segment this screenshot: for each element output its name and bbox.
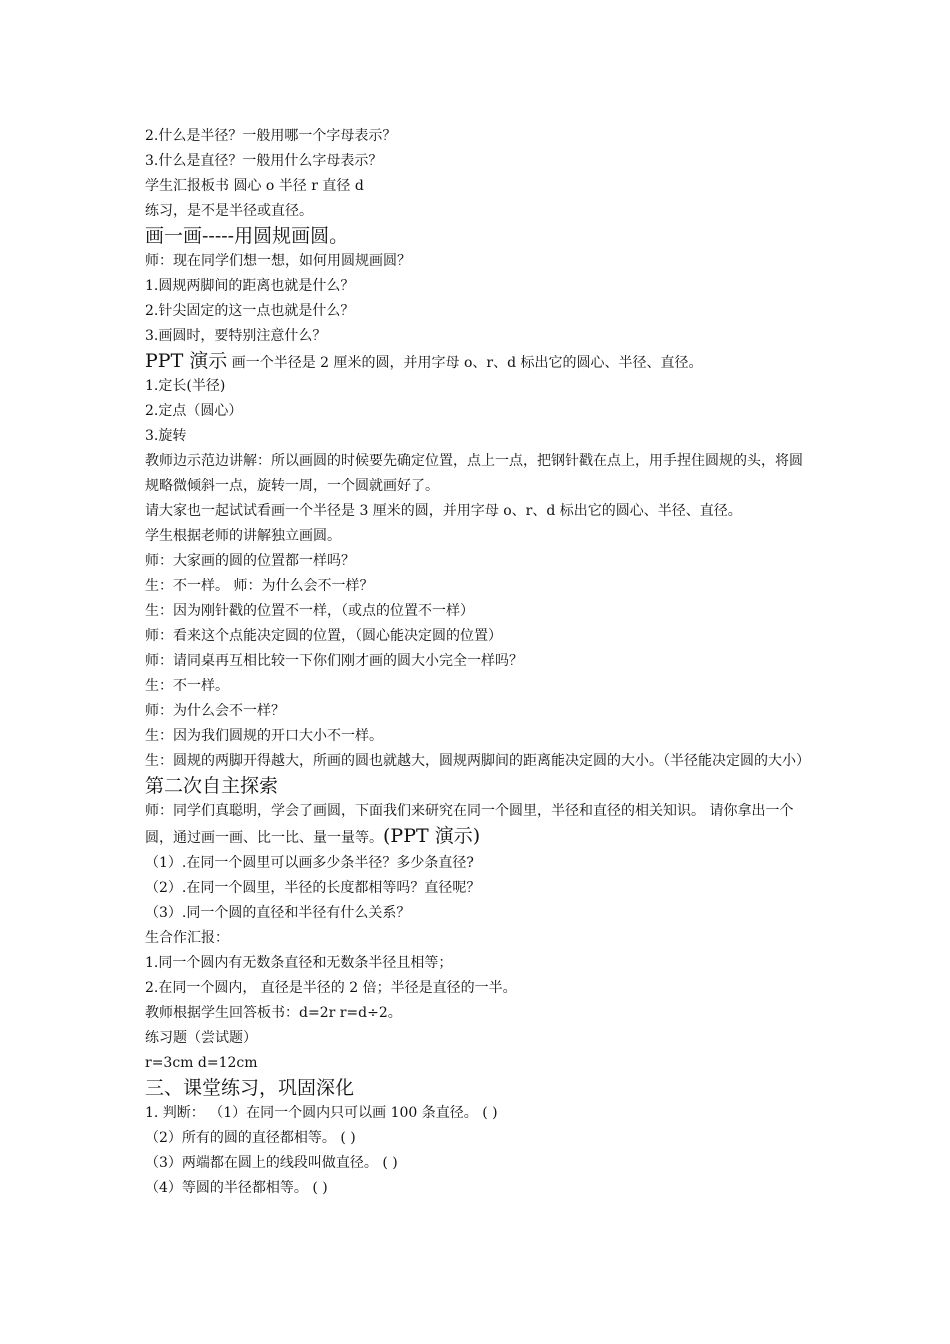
student-drawing: 学生根据老师的讲解独立画圆。: [145, 528, 341, 544]
dialogue-2: 生：不一样。 师：为什么会不一样？: [145, 578, 374, 594]
dialogue-5: 师：请同桌再互相比较一下你们刚才画的圆大小完全一样吗？: [145, 653, 523, 669]
explore-text: 师：同学们真聪明，学会了画圆，下面我们来研究在同一个圆里，半径和直径的相关知识。 请你拿出一个圆，通过画一画、比一比、量一量等。: [145, 803, 794, 846]
teacher-demo-paragraph: 教师边示范边讲解：所以画圆的时候要先确定位置，点上一点，把钢针戳在点上，用手捏住圆规的头，将圆规略微倾斜一点，旋转一周，一个圆就画好了。: [145, 453, 803, 494]
explore-question-3: （3）.同一个圆的直径和半径有什么关系？: [145, 905, 411, 921]
dialogue-7: 师：为什么会不一样？: [145, 703, 285, 719]
question-3: 3.画圆时，要特别注意什么？: [145, 328, 327, 344]
practice-values: r=3cm d=12cm: [145, 1055, 258, 1071]
group-report: 生合作汇报：: [145, 930, 229, 946]
question-radius: 2.什么是半径？一般用哪一个字母表示？: [145, 128, 397, 144]
document-body: [145, 124, 809, 1201]
teacher-question: 师：现在同学们想一想，如何用圆规画圆？: [145, 253, 411, 269]
question-1: 1.圆规两脚间的距离也就是什么？: [145, 278, 355, 294]
section-heading-practice: 三、课堂练习，巩固深化: [145, 1077, 355, 1099]
section-heading-draw: 画一画-----用圆规画圆。: [145, 225, 349, 247]
question-diameter: 3.什么是直径？一般用什么字母表示？: [145, 153, 383, 169]
question-2: 2.针尖固定的这一点也就是什么？: [145, 303, 355, 319]
ppt-demo-line: [145, 349, 809, 374]
judge-item-1: 1. 判断： （1）在同一个圆内只可以画 100 条直径。 ( ): [145, 1105, 498, 1121]
explore-question-2: （2）.在同一个圆里，半径的长度都相等吗？直径呢？: [145, 880, 481, 896]
judge-item-4: （4）等圆的半径都相等。 ( ): [145, 1180, 328, 1196]
step-1: 1.定长(半径): [145, 378, 226, 394]
board-notes: 学生汇报板书 圆心 o 半径 r 直径 d: [145, 178, 364, 194]
explore-question-1: （1）.在同一个圆里可以画多少条半径？多少条直径?: [145, 855, 474, 871]
dialogue-6: 生：不一样。: [145, 678, 229, 694]
ppt-demo-text: 画一个半径是 2 厘米的圆，并用字母 o、r、d 标出它的圆心、半径、直径。: [227, 355, 703, 371]
report-item-2: 2.在同一个圆内， 直径是半径的 2 倍；半径是直径的一半。: [145, 980, 517, 996]
dialogue-8: 生：因为我们圆规的开口大小不一样。: [145, 728, 383, 744]
section-heading-explore: 第二次自主探索: [145, 775, 279, 797]
step-2: 2.定点（圆心）: [145, 403, 243, 419]
dialogue-9: 生：圆规的两脚开得越大，所画的圆也就越大，圆规两脚间的距离能决定圆的大小。（半径能决定圆的大小）: [145, 753, 810, 769]
ppt-demo-label: PPT 演示: [145, 350, 228, 372]
board-formula: 教师根据学生回答板书：d=2r r=d÷2。: [145, 1005, 402, 1021]
dialogue-1: 师：大家画的圆的位置都一样吗？: [145, 553, 355, 569]
try-instruction: 请大家也一起试试看画一个半径是 3 厘米的圆，并用字母 o、r、d 标出它的圆心、半径、直径。: [145, 503, 742, 519]
dialogue-4: 师：看来这个点能决定圆的位置，（圆心能决定圆的位置）: [145, 628, 502, 644]
exercise-note: 练习，是不是半径或直径。: [145, 203, 313, 219]
judge-item-2: （2）所有的圆的直径都相等。 ( ): [145, 1130, 356, 1146]
explore-paragraph: [145, 799, 809, 851]
explore-ppt-label: (PPT 演示): [383, 825, 481, 847]
dialogue-3: 生：因为刚针戳的位置不一样，（或点的位置不一样）: [145, 603, 474, 619]
practice-title: 练习题（尝试题）: [145, 1030, 257, 1046]
report-item-1: 1.同一个圆内有无数条直径和无数条半径且相等；: [145, 955, 453, 971]
step-3: 3.旋转: [145, 428, 187, 444]
judge-item-3: （3）两端都在圆上的线段叫做直径。 ( ): [145, 1155, 398, 1171]
